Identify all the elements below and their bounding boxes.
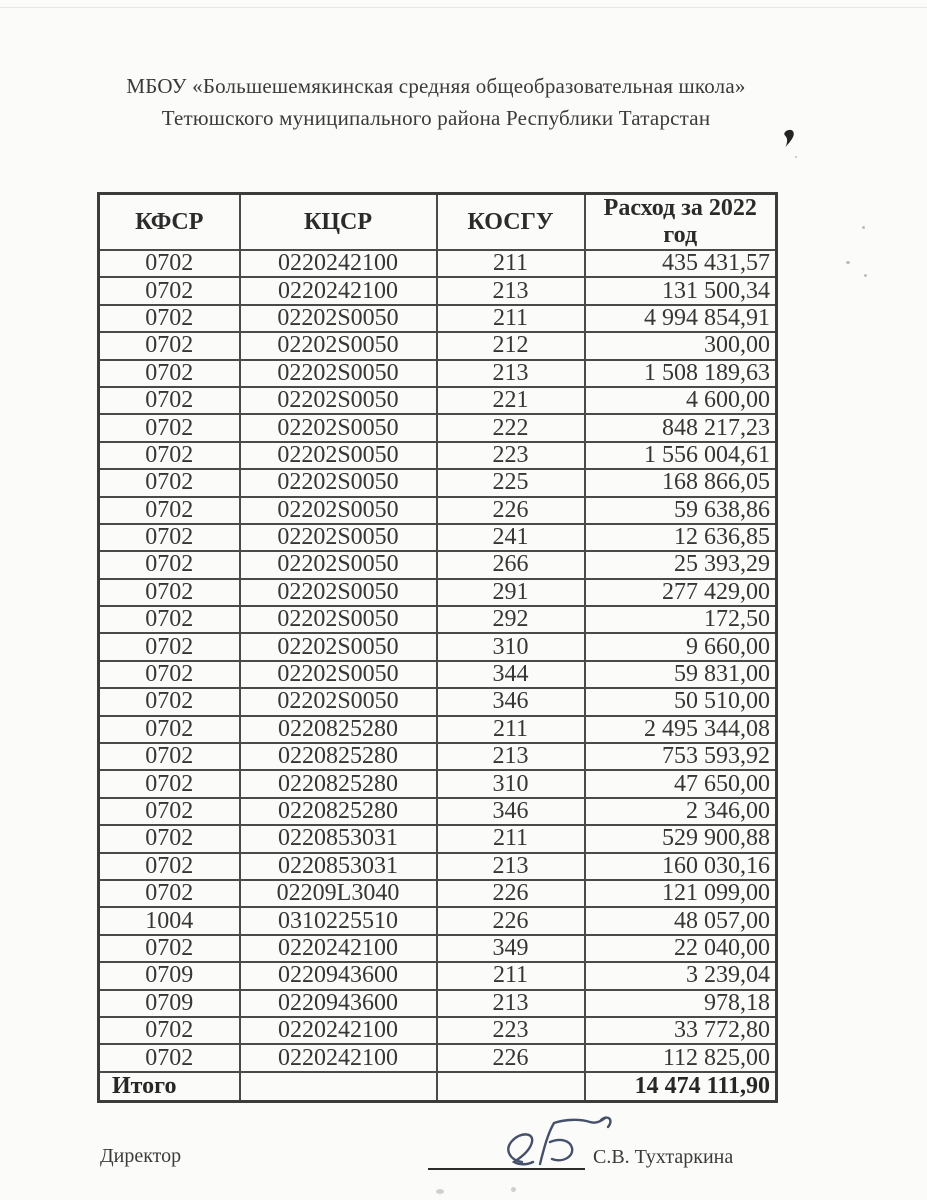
table-body xyxy=(99,250,777,1101)
kosgu-cell: 226 xyxy=(437,497,585,524)
table-row xyxy=(99,250,777,277)
kosgu-cell: 346 xyxy=(437,688,585,715)
kosgu-cell: 225 xyxy=(437,469,585,496)
total-label-cell: Итого xyxy=(99,1072,240,1102)
scan-speck xyxy=(846,261,850,264)
kfsr-cell: 0702 xyxy=(99,1044,240,1071)
amount-cell: 277 429,00 xyxy=(585,579,777,606)
kfsr-cell: 0702 xyxy=(99,442,240,469)
kcsr-cell: 0220943600 xyxy=(240,990,437,1017)
kosgu-cell: 211 xyxy=(437,716,585,743)
kfsr-cell: 0709 xyxy=(99,990,240,1017)
kosgu-cell: 213 xyxy=(437,990,585,1017)
kosgu-cell: 223 xyxy=(437,442,585,469)
scan-artifact xyxy=(436,1189,444,1194)
kcsr-cell: 02202S0050 xyxy=(240,414,437,441)
table-row xyxy=(99,661,777,688)
kosgu-cell: 211 xyxy=(437,825,585,852)
amount-cell: 4 994 854,91 xyxy=(585,305,777,332)
kcsr-cell: 02202S0050 xyxy=(240,661,437,688)
column-header: КОСГУ xyxy=(437,194,585,251)
amount-cell: 59 638,86 xyxy=(585,497,777,524)
kfsr-cell: 0702 xyxy=(99,469,240,496)
table-row xyxy=(99,688,777,715)
kcsr-cell: 0220242100 xyxy=(240,1044,437,1071)
kfsr-cell: 0702 xyxy=(99,524,240,551)
kcsr-cell: 02202S0050 xyxy=(240,606,437,633)
amount-cell: 435 431,57 xyxy=(585,250,777,277)
table-row xyxy=(99,606,777,633)
kosgu-cell: 226 xyxy=(437,907,585,934)
amount-cell: 1 508 189,63 xyxy=(585,360,777,387)
kcsr-cell: 0220943600 xyxy=(240,962,437,989)
amount-cell: 1 556 004,61 xyxy=(585,442,777,469)
table-row xyxy=(99,551,777,578)
kcsr-cell: 0220242100 xyxy=(240,935,437,962)
org-title-line1: МБОУ «Большешемякинская средняя общеобразовательная школа» xyxy=(126,74,746,98)
table-row xyxy=(99,990,777,1017)
table-row xyxy=(99,305,777,332)
kfsr-cell: 0702 xyxy=(99,661,240,688)
kosgu-cell: 226 xyxy=(437,880,585,907)
kosgu-cell: 211 xyxy=(437,305,585,332)
kosgu-cell: 211 xyxy=(437,962,585,989)
kfsr-cell: 0702 xyxy=(99,770,240,797)
table-row xyxy=(99,360,777,387)
total-row xyxy=(99,1072,777,1102)
kfsr-cell: 0702 xyxy=(99,305,240,332)
kosgu-cell: 213 xyxy=(437,360,585,387)
scan-artifact xyxy=(511,1187,516,1192)
kfsr-cell: 0702 xyxy=(99,1017,240,1044)
kfsr-cell: 0702 xyxy=(99,360,240,387)
kfsr-cell: 0709 xyxy=(99,962,240,989)
kcsr-cell: 02202S0050 xyxy=(240,579,437,606)
table-header-row xyxy=(99,194,777,251)
table-row xyxy=(99,469,777,496)
amount-cell: 121 099,00 xyxy=(585,880,777,907)
total-amount-cell: 14 474 111,90 xyxy=(585,1072,777,1102)
amount-cell: 2 495 344,08 xyxy=(585,716,777,743)
amount-cell: 2 346,00 xyxy=(585,798,777,825)
kfsr-cell: 0702 xyxy=(99,250,240,277)
scan-speck xyxy=(795,156,797,158)
table-row xyxy=(99,633,777,660)
kosgu-cell: 310 xyxy=(437,633,585,660)
kcsr-cell: 02202S0050 xyxy=(240,387,437,414)
kcsr-cell: 02202S0050 xyxy=(240,332,437,359)
ink-blot-icon xyxy=(781,129,797,149)
kcsr-cell: 02202S0050 xyxy=(240,551,437,578)
kfsr-cell: 0702 xyxy=(99,277,240,304)
amount-cell: 59 831,00 xyxy=(585,661,777,688)
table-row xyxy=(99,497,777,524)
amount-cell: 3 239,04 xyxy=(585,962,777,989)
kosgu-cell: 213 xyxy=(437,853,585,880)
kfsr-cell: 0702 xyxy=(99,880,240,907)
amount-cell: 48 057,00 xyxy=(585,907,777,934)
kfsr-cell: 0702 xyxy=(99,716,240,743)
kosgu-cell: 226 xyxy=(437,1044,585,1071)
kcsr-cell: 0310225510 xyxy=(240,907,437,934)
kcsr-cell: 02202S0050 xyxy=(240,442,437,469)
table-row xyxy=(99,277,777,304)
table-row xyxy=(99,743,777,770)
table-row xyxy=(99,880,777,907)
kfsr-cell: 0702 xyxy=(99,606,240,633)
kcsr-cell: 02202S0050 xyxy=(240,497,437,524)
table-row xyxy=(99,1017,777,1044)
table-row xyxy=(99,935,777,962)
kosgu-cell: 344 xyxy=(437,661,585,688)
kfsr-cell: 0702 xyxy=(99,414,240,441)
kosgu-cell: 346 xyxy=(437,798,585,825)
kfsr-cell: 0702 xyxy=(99,579,240,606)
amount-cell: 978,18 xyxy=(585,990,777,1017)
amount-cell: 25 393,29 xyxy=(585,551,777,578)
kcsr-cell: 0220242100 xyxy=(240,277,437,304)
table-row xyxy=(99,579,777,606)
table-row xyxy=(99,907,777,934)
amount-cell: 33 772,80 xyxy=(585,1017,777,1044)
kosgu-cell: 211 xyxy=(437,250,585,277)
kosgu-cell: 291 xyxy=(437,579,585,606)
kfsr-cell: 0702 xyxy=(99,798,240,825)
kcsr-cell: 0220242100 xyxy=(240,250,437,277)
kfsr-cell: 0702 xyxy=(99,332,240,359)
amount-cell: 753 593,92 xyxy=(585,743,777,770)
kcsr-cell: 02202S0050 xyxy=(240,305,437,332)
kcsr-cell: 0220853031 xyxy=(240,853,437,880)
table-row xyxy=(99,1044,777,1071)
amount-cell: 300,00 xyxy=(585,332,777,359)
kcsr-cell: 02202S0050 xyxy=(240,688,437,715)
scan-speck xyxy=(862,226,865,229)
kcsr-cell: 0220853031 xyxy=(240,825,437,852)
kfsr-cell: 0702 xyxy=(99,743,240,770)
column-header: КЦСР xyxy=(240,194,437,251)
director-name: С.В. Тухтаркина xyxy=(593,1146,734,1168)
kosgu-cell: 212 xyxy=(437,332,585,359)
kcsr-cell: 02209L3040 xyxy=(240,880,437,907)
amount-cell: 848 217,23 xyxy=(585,414,777,441)
kcsr-cell: 0220825280 xyxy=(240,743,437,770)
scan-speck xyxy=(864,274,867,277)
kosgu-cell: 292 xyxy=(437,606,585,633)
amount-cell: 168 866,05 xyxy=(585,469,777,496)
kosgu-cell: 222 xyxy=(437,414,585,441)
kosgu-cell: 221 xyxy=(437,387,585,414)
director-label: Директор xyxy=(100,1145,182,1167)
table-row xyxy=(99,387,777,414)
kfsr-cell: 0702 xyxy=(99,551,240,578)
kcsr-cell: 02202S0050 xyxy=(240,633,437,660)
kosgu-cell: 213 xyxy=(437,277,585,304)
table-row xyxy=(99,332,777,359)
amount-cell: 172,50 xyxy=(585,606,777,633)
empty-cell xyxy=(240,1072,437,1102)
amount-cell: 160 030,16 xyxy=(585,853,777,880)
kfsr-cell: 0702 xyxy=(99,825,240,852)
amount-cell: 131 500,34 xyxy=(585,277,777,304)
kfsr-cell: 0702 xyxy=(99,688,240,715)
signature-line xyxy=(428,1168,585,1170)
kcsr-cell: 0220825280 xyxy=(240,770,437,797)
kfsr-cell: 0702 xyxy=(99,633,240,660)
kcsr-cell: 02202S0050 xyxy=(240,360,437,387)
amount-cell: 9 660,00 xyxy=(585,633,777,660)
document-header xyxy=(97,70,775,134)
amount-cell: 22 040,00 xyxy=(585,935,777,962)
amount-cell: 529 900,88 xyxy=(585,825,777,852)
column-header: КФСР xyxy=(99,194,240,251)
kfsr-cell: 0702 xyxy=(99,935,240,962)
amount-cell: 112 825,00 xyxy=(585,1044,777,1071)
kcsr-cell: 0220825280 xyxy=(240,716,437,743)
kcsr-cell: 0220242100 xyxy=(240,1017,437,1044)
kosgu-cell: 310 xyxy=(437,770,585,797)
kosgu-cell: 213 xyxy=(437,743,585,770)
expense-table xyxy=(97,192,778,1103)
kosgu-cell: 241 xyxy=(437,524,585,551)
table-row xyxy=(99,853,777,880)
amount-cell: 50 510,00 xyxy=(585,688,777,715)
table-row xyxy=(99,716,777,743)
amount-cell: 4 600,00 xyxy=(585,387,777,414)
table-row xyxy=(99,962,777,989)
table-row xyxy=(99,825,777,852)
table-row xyxy=(99,442,777,469)
org-title-line2: Тетюшского муниципального района Республики Татарстан xyxy=(161,106,711,130)
table-row xyxy=(99,798,777,825)
table-row xyxy=(99,414,777,441)
kosgu-cell: 223 xyxy=(437,1017,585,1044)
table-row xyxy=(99,524,777,551)
kcsr-cell: 02202S0050 xyxy=(240,469,437,496)
kfsr-cell: 1004 xyxy=(99,907,240,934)
kcsr-cell: 02202S0050 xyxy=(240,524,437,551)
kfsr-cell: 0702 xyxy=(99,497,240,524)
empty-cell xyxy=(437,1072,585,1102)
column-header: Расход за 2022 год xyxy=(585,194,777,251)
scan-edge-line xyxy=(0,7,927,8)
kcsr-cell: 0220825280 xyxy=(240,798,437,825)
kfsr-cell: 0702 xyxy=(99,853,240,880)
kosgu-cell: 349 xyxy=(437,935,585,962)
kosgu-cell: 266 xyxy=(437,551,585,578)
kfsr-cell: 0702 xyxy=(99,387,240,414)
amount-cell: 47 650,00 xyxy=(585,770,777,797)
amount-cell: 12 636,85 xyxy=(585,524,777,551)
table-row xyxy=(99,770,777,797)
